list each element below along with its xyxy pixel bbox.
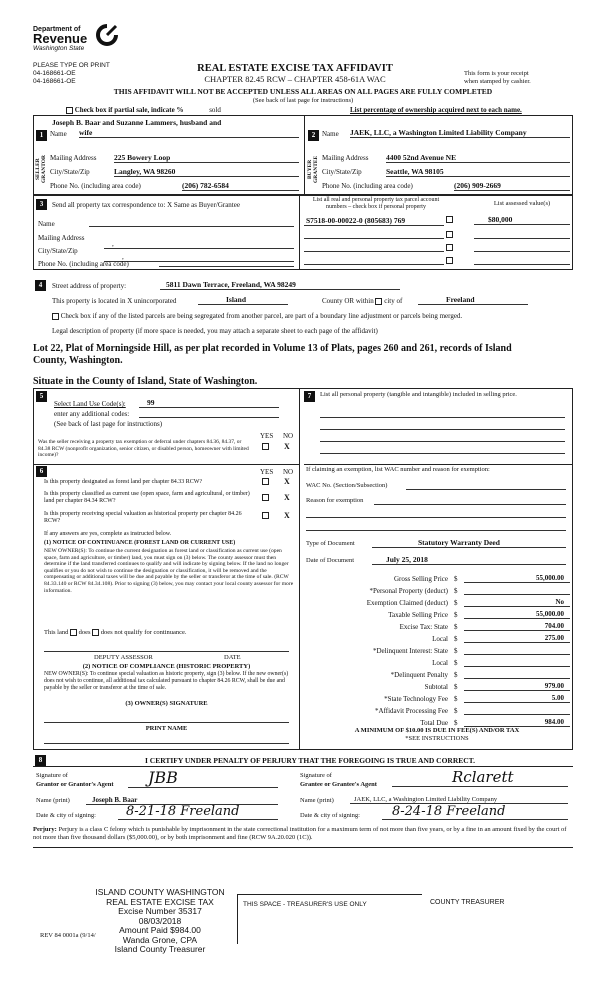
no-mark[interactable]: X (284, 493, 290, 502)
partial-sale-checkbox[interactable] (66, 107, 73, 114)
warning: THIS AFFIDAVIT WILL NOT BE ACCEPTED UNLESS ALL AREAS ON ALL PAGES ARE FULLY COMPLETED (113, 87, 493, 96)
wac-label: WAC No. (Section/Subsection) (306, 482, 388, 489)
notice1-title: (1) NOTICE OF CONTINUANCE (FOREST LAND OR CURRENT USE) (44, 540, 236, 546)
exemption-question: Was the seller receiving a property tax exemption or deferral under chapters 84.36, 84.37, or 84.38 RCW (nonprofit organization, senior citizen, or disabled person, homeowner with limited income)? (38, 439, 249, 458)
tax-row-label: Total Due (420, 719, 448, 727)
tax-row-currency: $ (454, 599, 458, 607)
parcel-number[interactable]: S7518-00-00022-0 (805683) 769 (306, 216, 406, 225)
this-land-label: This land (44, 629, 69, 636)
tax-table (306, 571, 570, 727)
instructions-note: (See back of last page for instructions) (252, 97, 354, 104)
send-label: Send all property tax correspondence to: (52, 201, 166, 209)
tax-row-value[interactable] (464, 714, 570, 715)
tax-row-label: Local (432, 659, 448, 667)
forest-question: Is this property designated as forest land per chapter 84.33 RCW? (44, 479, 203, 485)
doc-date-label: Date of Document (306, 557, 355, 564)
form-chapter: CHAPTER 82.45 RCW – CHAPTER 458-61A WAC (204, 74, 386, 84)
property-city[interactable]: Freeland (418, 295, 528, 305)
tax-row (306, 631, 570, 643)
doc-type[interactable]: Statutory Warranty Deed (372, 538, 566, 548)
tax-row-value[interactable]: No (464, 598, 570, 607)
tax-row (306, 619, 570, 631)
city-label: City/State/Zip (322, 168, 362, 176)
perjury-text: Perjury is a class C felony which is punishable by imprisonment in the state correctional institution for a maximum term of not more than five years, or by a fine in an amount fixed by the court of not more than five thousand dollars ($5,000.00), or by both imprisonment and fine (RCW 9A.20.020 (1C)). (33, 826, 567, 841)
tax-row-value[interactable] (464, 594, 570, 595)
stamp-line: Amount Paid $984.00 (119, 925, 201, 935)
tax-row (306, 679, 570, 691)
tax-row-currency: $ (454, 659, 458, 667)
seller-side-label: SELLER GRANTOR (35, 155, 47, 184)
logo (33, 26, 133, 52)
tax-row-currency: $ (454, 671, 458, 679)
logo-line1: Department of (33, 26, 81, 33)
logo-line2: Revenue (33, 31, 88, 46)
assessed-header: List assessed value(s) (493, 200, 551, 207)
tax-row-label: *Personal Property (deduct) (369, 587, 448, 595)
tax-row-label: Taxable Selling Price (388, 611, 448, 619)
current-use-question: Is this property classified as current use (open space, farm and agricultural, or timber) land per chapter 84.34 RCW? (44, 491, 250, 504)
party-section (33, 115, 573, 195)
reason-label: Reason for exemption (306, 497, 364, 504)
tax-row-currency: $ (454, 683, 458, 691)
stamp-line: Excise Number 35317 (118, 906, 202, 916)
grantor-signature[interactable]: JBB (128, 768, 278, 788)
seller-city[interactable]: Langley, WA 98260 (114, 167, 299, 177)
historic-question: Is this property receiving special valuation as historical property per chapter 84.26 RCW? (44, 511, 242, 524)
yes-header: YES (260, 468, 274, 476)
tax-row-label: *Delinquent Interest: State (372, 647, 448, 655)
phone-label: Phone No. (including area code) (38, 260, 129, 268)
mailing-label: Mailing Address (50, 154, 97, 162)
stamp-line: REAL ESTATE EXCISE TAX (106, 896, 214, 907)
personal-property-checkbox[interactable] (446, 244, 453, 251)
tax-row-label: Subtotal (424, 683, 448, 691)
does-not-label: does not qualify for continuance. (100, 629, 187, 636)
yes-checkbox[interactable] (262, 512, 269, 519)
located-label: This property is located in X unincorporated (52, 297, 177, 305)
see-instructions: *SEE INSTRUCTIONS (405, 735, 469, 742)
parcel-header: List all real and personal property tax parcel account numbers – check box if personal property (312, 197, 440, 210)
buyer-side-label: BUYER GRANTEE (307, 155, 319, 183)
buyer-mailing[interactable]: 4400 52nd Avenue NE (386, 153, 570, 163)
doc-date[interactable]: July 25, 2018 (372, 555, 566, 565)
tax-row (306, 703, 570, 715)
section-number: 2 (308, 130, 319, 141)
yes-checkbox[interactable] (262, 478, 269, 485)
see-back-note: (See back of last page for instructions) (54, 420, 163, 428)
city-checkbox[interactable] (375, 298, 382, 305)
revision-code: REV 84 0001a (9/14/ (40, 932, 96, 939)
tax-row-currency: $ (454, 707, 458, 715)
tax-row-label: Exemption Claimed (deduct) (366, 599, 448, 607)
land-use-label: Select Land Use Code(s): (54, 400, 126, 408)
name-label: Name (38, 220, 55, 228)
tax-row-currency: $ (454, 647, 458, 655)
logo-line3: Washington State (33, 45, 85, 52)
tax-row (306, 583, 570, 595)
tax-row-value[interactable] (464, 654, 570, 655)
exemption-label: If claiming an exemption, list WAC number and reason for exemption: (306, 466, 490, 473)
section-number: 3 (36, 199, 47, 210)
legal-line: Lot 22, Plat of Morningside Hill, as per plat recorded in Volume 13 of Plats, pages 260 and 261, records of Island (33, 343, 512, 354)
tax-row-label: Excise Tax: State (399, 623, 448, 631)
tax-row-label: *Affidavit Processing Fee (375, 707, 448, 715)
stamp-line: ISLAND COUNTY WASHINGTON (95, 887, 225, 897)
form-number: 04-168661-OE (33, 78, 76, 85)
section-number: 4 (35, 280, 46, 291)
city-value[interactable]: , (122, 253, 124, 261)
notice2-body: NEW OWNER(S): To continue special valuation as historic property, sign (3) below. If the new owner(s) does not wish to continue, all additional tax calculated pursuant to chapter 84.26 RCW, shall be due and payable by the seller or transferor at the time of sale. (44, 671, 289, 691)
tax-row-currency: $ (454, 587, 458, 595)
notice2-title: (2) NOTICE OF COMPLIANCE (HISTORIC PROPERTY) (82, 663, 251, 670)
city-label: City/State/Zip (38, 247, 78, 255)
receipt-note: This form is your receipt (464, 70, 529, 77)
personal-property-checkbox[interactable] (446, 231, 453, 238)
section-number: 7 (304, 391, 315, 402)
tax-row-value[interactable] (464, 666, 570, 667)
tax-row-label: *Delinquent Penalty (390, 671, 448, 679)
seller-name-line2[interactable]: wife (79, 128, 299, 138)
treasurer-use-label: THIS SPACE - TREASURER'S USE ONLY (243, 901, 367, 908)
tax-row-value[interactable]: 979.00 (464, 682, 570, 691)
deputy-assessor-label: DEPUTY ASSESSOR (94, 654, 153, 661)
tax-row-label: Gross Selling Price (393, 575, 448, 583)
tax-row-currency: $ (454, 635, 458, 643)
tax-row-value[interactable]: 704.00 (464, 622, 570, 631)
tax-row (306, 595, 570, 607)
tax-row-currency: $ (454, 575, 458, 583)
mailing-label: Mailing Address (322, 154, 369, 162)
tax-row-value[interactable]: 55,000.00 (464, 610, 570, 619)
grantee-signature[interactable]: Rclarett (392, 768, 568, 787)
signature-label: Signature of (300, 772, 332, 779)
perjury-label: Perjury: (33, 826, 57, 833)
phone-label: Phone No. (including area code) (50, 182, 141, 190)
treasurer-stamp (95, 888, 225, 955)
yes-checkbox[interactable] (262, 494, 269, 501)
sold-label: sold (209, 106, 221, 114)
section-number: 5 (36, 391, 47, 402)
stamp-line: 08/03/2018 (138, 915, 182, 926)
name-print-label: Name (print) (36, 797, 70, 804)
no-header: NO (283, 468, 294, 476)
buyer-name[interactable]: JAEK, LLC, a Washington Limited Liability Company (350, 128, 570, 138)
no-mark[interactable]: X (284, 442, 290, 451)
owner-signature-label: (3) OWNER(S) SIGNATURE (125, 700, 208, 707)
grantor-agent-label: Grantor or Grantor's Agent (36, 781, 114, 788)
legal-line: County, Washington. (33, 355, 123, 366)
legal-line: Situate in the County of Island, State of Washington. (33, 376, 258, 387)
city-of-label: city of (384, 297, 403, 305)
personal-property-checkbox[interactable] (446, 216, 453, 223)
tax-row (306, 643, 570, 655)
tax-row (306, 607, 570, 619)
section-number: 1 (36, 130, 47, 141)
minimum-note: A MINIMUM OF $10.00 IS DUE IN FEE(S) AND/OR TAX (354, 727, 520, 734)
property-street[interactable]: 5811 Dawn Terrace, Freeland, WA 98249 (160, 280, 400, 290)
signature-label: Signature of (36, 772, 68, 779)
property-county[interactable]: Island (198, 295, 288, 305)
notice1-body: NEW OWNER(S): To continue the current designation as forest land or classification as current use (open space, farm and agriculture, or timber) land, you must sign on (3) below. The county assessor must then determine if the land transferred continues to qualify and will indicate by signing below. If the land no longer qualifies or you do not wish to continue the designation or classification, it will be removed and the compensating or additional taxes will be due and payable by the seller or transferor at the time of sale. (RCW 84.33.140 or RCW 84.34.108). Prior to signing (3) below, you may contact your local county assessor for more information. (44, 548, 294, 594)
seller-mailing[interactable]: 225 Bowery Loop (114, 153, 299, 163)
date-city-label: Date & city of signing: (300, 812, 360, 819)
buyer-phone[interactable]: (206) 909-2669 (454, 181, 570, 191)
tax-row-currency: $ (454, 695, 458, 703)
name-label: Name (50, 130, 67, 138)
phone-label: Phone No. (including area code) (322, 182, 413, 190)
land-use-code[interactable]: 99 (139, 398, 279, 408)
tax-row (306, 655, 570, 667)
section-number: 8 (35, 755, 46, 766)
list-percent-note: List percentage of ownership acquired next to each name. (350, 106, 522, 114)
tax-row-currency: $ (454, 623, 458, 631)
tax-row (306, 667, 570, 679)
date-label: DATE (224, 654, 241, 661)
if-any-note: If any answers are yes, complete as instructed below. (44, 531, 172, 537)
grantor-name[interactable]: Joseph B. Baar (86, 796, 278, 805)
personal-property-checkbox[interactable] (446, 257, 453, 264)
tax-row-currency: $ (454, 611, 458, 619)
tax-row-value[interactable]: 5.00 (464, 694, 570, 703)
doc-type-label: Type of Document (306, 540, 355, 547)
seller-phone[interactable]: (206) 782-6584 (182, 181, 299, 191)
does-not-checkbox[interactable] (92, 629, 99, 636)
grantee-date-city[interactable]: 8-24-18 Freeland (382, 804, 568, 820)
tax-row-label: *State Technology Fee (384, 695, 448, 703)
grantor-date-city[interactable]: 8-21-18 Freeland (118, 804, 278, 820)
form-number: 04-168661-OE (33, 70, 76, 77)
tax-row (306, 691, 570, 703)
seller-name-line1[interactable]: Joseph B. Baar and Suzanne Lammers, husband and (52, 118, 222, 127)
city-label: City/State/Zip (50, 168, 90, 176)
segregated-label: Check box if any of the listed parcels are being segregated from another parcel, are part of a boundary line adjustment or parcels being merged. (60, 312, 463, 320)
mailing-value[interactable]: , (112, 240, 114, 248)
section-number: 6 (36, 466, 47, 477)
tax-row-value[interactable]: 984.00 (464, 718, 570, 727)
mailing-label: Mailing Address (38, 234, 85, 242)
main-section (33, 388, 573, 750)
correspondence-section (33, 195, 573, 270)
certify-statement: I CERTIFY UNDER PENALTY OF PERJURY THAT THE FOREGOING IS TRUE AND CORRECT. (144, 756, 475, 765)
no-mark[interactable]: X (284, 511, 290, 520)
personal-property-label: List all personal property (tangible and intangible) included in selling price. (320, 391, 517, 398)
legal-label: Legal description of property (if more space is needed, you may attach a separate sheet to each page of the affidavit) (52, 327, 378, 335)
partial-sale-label: Check box if partial sale, indicate % (74, 106, 184, 114)
yes-header: YES (260, 432, 274, 440)
tax-row-value[interactable]: 55,000.00 (464, 574, 570, 583)
yes-checkbox[interactable] (262, 443, 269, 450)
no-mark[interactable]: X (284, 477, 290, 486)
segregated-checkbox[interactable] (52, 313, 59, 320)
name-label: Name (322, 130, 339, 138)
tax-row-value[interactable] (464, 678, 570, 679)
tax-row-value[interactable]: 275.00 (464, 634, 570, 643)
does-label: does (78, 629, 91, 636)
grantee-agent-label: Grantee or Grantee's Agent (300, 781, 377, 788)
tax-row-currency: $ (454, 719, 458, 727)
tax-row (306, 571, 570, 583)
county-treasurer-label: COUNTY TREASURER (430, 899, 505, 906)
buyer-city[interactable]: Seattle, WA 98105 (386, 167, 570, 177)
please-type: PLEASE TYPE OR PRINT (33, 62, 110, 69)
no-header: NO (283, 432, 294, 440)
tax-row (306, 715, 570, 727)
name-print-label: Name (print) (300, 797, 334, 804)
grantee-name[interactable]: JAEK, LLC, a Washington Limited Liability Company (350, 796, 568, 804)
tax-row-label: Local (432, 635, 448, 643)
street-label: Street address of property: (52, 282, 127, 290)
assessed-value[interactable]: $80,000 (474, 215, 570, 225)
receipt-note: when stamped by cashier. (464, 78, 531, 85)
county-label: County OR within (322, 297, 374, 305)
date-city-label: Date & city of signing: (36, 812, 96, 819)
stamp-line: Island County Treasurer (114, 944, 206, 954)
same-as-buyer[interactable]: X Same as Buyer/Grantee (167, 201, 240, 209)
revenue-logo-icon (96, 24, 118, 46)
stamp-line: Wanda Grone, CPA (122, 934, 198, 945)
does-checkbox[interactable] (70, 629, 77, 636)
form-title: REAL ESTATE EXCISE TAX AFFIDAVIT (197, 63, 393, 74)
additional-codes-label: enter any additional codes: (54, 410, 130, 418)
print-name-label: PRINT NAME (145, 725, 188, 732)
